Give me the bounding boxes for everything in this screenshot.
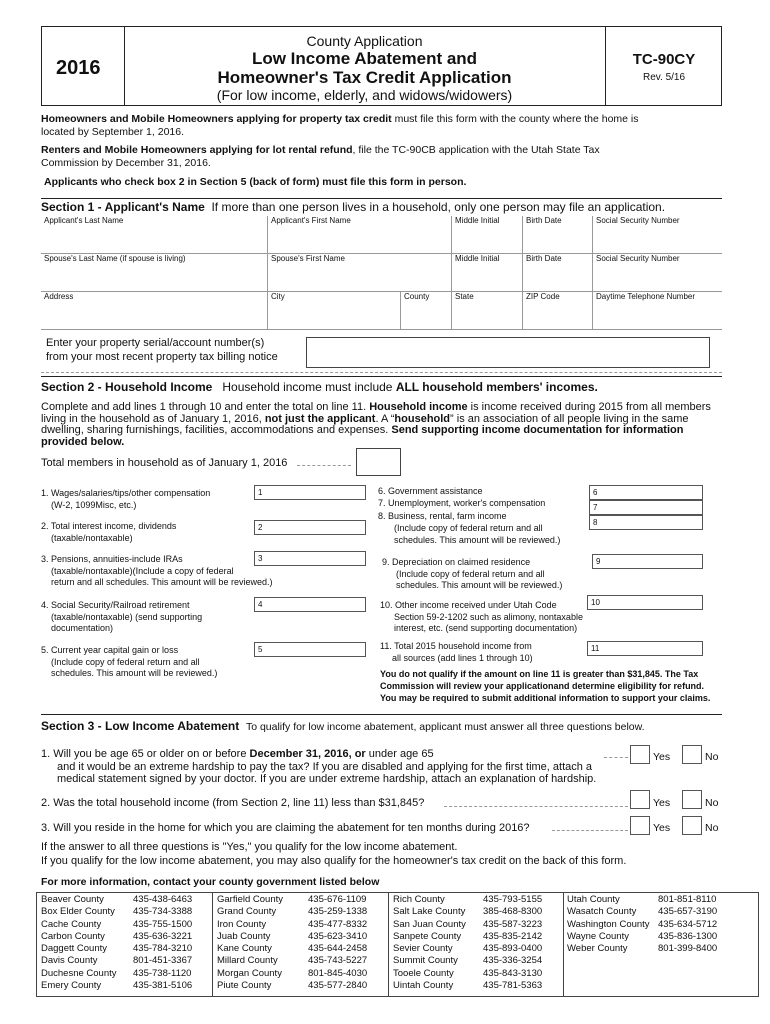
spouse-row xyxy=(41,254,722,292)
income-box-10[interactable]: 10 xyxy=(587,595,703,610)
income-line-10: 10. Other income received under Utah Code Section 59-2-1202 such as alimony, nontaxable interest, etc. (send supporting documentation) xyxy=(380,600,583,633)
spouse-first-name-field[interactable]: Spouse's First Name xyxy=(267,254,345,291)
income-box-11[interactable]: 11 xyxy=(587,641,703,656)
serial-number-label: Enter your property serial/account number(s) from your most recent property tax billing notice xyxy=(46,337,278,363)
total-members-label: Total members in household as of January 1, 2016 xyxy=(41,457,288,469)
applicant-row xyxy=(41,216,722,254)
q1-no-checkbox[interactable] xyxy=(682,745,702,764)
income-box-1[interactable]: 1 xyxy=(254,485,366,500)
city-field[interactable]: City xyxy=(267,292,285,329)
form-header xyxy=(41,26,722,106)
income-box-4[interactable]: 4 xyxy=(254,597,366,612)
q3-no-checkbox[interactable] xyxy=(682,816,702,835)
county-names-col-1: Beaver County Box Elder County Cache County Carbon County Daggett County Davis County Duchesne County Emery County xyxy=(41,894,117,992)
income-line-11: 11. Total 2015 household income from all sources (add lines 1 through 10) xyxy=(380,641,533,663)
income-box-5[interactable]: 5 xyxy=(254,642,366,657)
question-2: 2. Was the total household income (from Section 2, line 11) less than $31,845? xyxy=(41,797,425,809)
section3-notes: If the answer to all three questions is "Yes," you qualify for the low income abatement. If you qualify for the low income abatement, you may also qualify for the homeowner's tax credit on the back of this form. xyxy=(41,841,627,867)
county-field[interactable]: County xyxy=(400,292,429,329)
serial-number-input[interactable] xyxy=(306,337,710,368)
county-contact-table xyxy=(36,892,759,997)
county-names-col-3: Rich County Salt Lake County San Juan County Sanpete County Sevier County Summit County Tooele County Uintah County xyxy=(393,894,466,992)
form-title-2: Homeowner's Tax Credit Application xyxy=(217,68,512,87)
income-box-7[interactable]: 7 xyxy=(589,500,703,515)
income-box-8[interactable]: 8 xyxy=(589,515,703,530)
income-box-3[interactable]: 3 xyxy=(254,551,366,566)
applicant-first-name-field[interactable]: Applicant's First Name xyxy=(267,216,351,253)
q2-no-checkbox[interactable] xyxy=(682,790,702,809)
q1-no-label: No xyxy=(705,751,719,763)
form-year: 2016 xyxy=(56,57,101,79)
q3-yes-checkbox[interactable] xyxy=(630,816,650,835)
county-names-col-4: Utah County Wasatch County Washington County Wayne County Weber County xyxy=(567,894,650,955)
form-title: Low Income Abatement and xyxy=(251,49,478,68)
income-box-6[interactable]: 6 xyxy=(589,485,703,500)
income-line-4: 4. Social Security/Railroad retirement (taxable/nontaxable) (send supporting documentation) xyxy=(41,600,203,633)
zip-code-field[interactable]: ZIP Code xyxy=(522,292,560,329)
income-line-1: 1. Wages/salaries/tips/other compensation (W-2, 1099Misc, etc.) xyxy=(41,488,211,510)
income-line-5: 5. Current year capital gain or loss (Include copy of federal return and all schedules. This amount will be reviewed.) xyxy=(41,645,218,678)
state-field[interactable]: State xyxy=(451,292,474,329)
applicant-birth-date-field[interactable]: Birth Date xyxy=(522,216,562,253)
intro-paragraph-1: Homeowners and Mobile Homeowners applying for property tax credit must file this form with the county where the home is located by September 1, 2016. xyxy=(41,113,639,138)
form-id: TC-90CY xyxy=(632,51,696,68)
spouse-birth-date-field[interactable]: Birth Date xyxy=(522,254,562,291)
q3-no-label: No xyxy=(705,822,719,834)
q2-yes-checkbox[interactable] xyxy=(630,790,650,809)
income-line-3: 3. Pensions, annuities-include IRAs (taxable/nontaxable)(Include a copy of federal return and all schedules. This amount will be reviewed.) xyxy=(41,554,273,587)
question-1: 1. Will you be age 65 or older on or before December 31, 2016, or under age 65 and it would be an extreme hardship to pay the tax? If you are disabled and applying for the first time, attach a medical statement signed by your doctor. If you are under extreme hardship, attach an explanation of hardship. xyxy=(41,748,597,785)
q1-yes-checkbox[interactable] xyxy=(630,745,650,764)
form-subtitle: (For low income, elderly, and widows/widowers) xyxy=(216,87,513,103)
spouse-last-name-field[interactable]: Spouse's Last Name (if spouse is living) xyxy=(44,254,186,263)
county-names-col-2: Garfield County Grand County Iron County Juab County Kane County Millard County Morgan County Piute County xyxy=(217,894,284,992)
q2-yes-label: Yes xyxy=(653,797,671,809)
section3-heading: Section 3 - Low Income Abatement To qualify for low income abatement, applicant must answer all three questions below. xyxy=(41,719,645,733)
income-warning: You do not qualify if the amount on line 11 is greater than $31,845. The Tax Commission will review your applicationand determine eligibility for refund. You may be required to submit additional information to support your claims. xyxy=(380,669,711,703)
q1-yes-label: Yes xyxy=(653,751,671,763)
daytime-phone-field[interactable]: Daytime Telephone Number xyxy=(592,292,695,329)
county-phones-col-4: 801-851-8110 435-657-3190 435-634-5712 435-836-1300 801-399-8400 xyxy=(658,894,718,955)
form-revision: Rev. 5/16 xyxy=(642,72,686,83)
income-line-2: 2. Total interest income, dividends (taxable/nontaxable) xyxy=(41,521,177,543)
question-3: 3. Will you reside in the home for which you are claiming the abatement for ten months during 2016? xyxy=(41,822,530,834)
section2-paragraph: Complete and add lines 1 through 10 and enter the total on line 11. Household income is income received during 2015 from all members living in the household as of January 1, 2016, not just the applicant. A “household” is an association of all people living in the same dwelling, sharing furnishings, facilities, accommodations and expenses. Send supporting income documentation for information provided below. xyxy=(41,401,711,448)
county-phones-col-3: 435-793-5155 385-468-8300 435-587-3223 435-835-2142 435-893-0400 435-336-3254 435-843-3130 435-781-5363 xyxy=(483,894,543,992)
income-lines-6-8: 6. Government assistance 7. Unemployment, worker's compensation 8. Business, rental, farm income (Include copy of federal return and all schedules. This amount will be reviewed.) xyxy=(378,486,561,546)
contact-title: For more information, contact your county government listed below xyxy=(41,876,380,888)
header-line1: County Application xyxy=(306,33,423,49)
section2-heading: Section 2 - Household Income Household income must include ALL household members' incomes. xyxy=(41,380,598,394)
address-row xyxy=(41,292,722,330)
income-box-2[interactable]: 2 xyxy=(254,520,366,535)
applicant-ssn-field[interactable]: Social Security Number xyxy=(592,216,680,253)
applicant-last-name-field[interactable]: Applicant's Last Name xyxy=(44,216,124,225)
q3-yes-label: Yes xyxy=(653,822,671,834)
section1-heading: Section 1 - Applicant's Name If more than one person lives in a household, only one person may file an application. xyxy=(41,200,666,214)
income-box-9[interactable]: 9 xyxy=(592,554,703,569)
applicant-middle-initial-field[interactable]: Middle Initial xyxy=(451,216,499,253)
total-members-input[interactable] xyxy=(356,448,401,476)
county-phones-col-1: 435-438-6463 435-734-3388 435-755-1500 435-636-3221 435-784-3210 801-451-3367 435-738-1120 435-381-5106 xyxy=(133,894,193,992)
intro-paragraph-3: Applicants who check box 2 in Section 5 (back of form) must file this form in person. xyxy=(44,176,467,188)
income-line-9: 9. Depreciation on claimed residence (Include copy of federal return and all schedules. This amount will be reviewed.) xyxy=(382,557,563,590)
address-field[interactable]: Address xyxy=(44,292,74,301)
intro-paragraph-2: Renters and Mobile Homeowners applying for lot rental refund, file the TC-90CB application with the Utah State Tax Commission by December 31, 2016. xyxy=(41,144,600,169)
county-phones-col-2: 435-676-1109 435-259-1338 435-477-8332 435-623-3410 435-644-2458 435-743-5227 801-845-4030 435-577-2840 xyxy=(308,894,368,992)
spouse-ssn-field[interactable]: Social Security Number xyxy=(592,254,680,291)
q2-no-label: No xyxy=(705,797,719,809)
spouse-middle-initial-field[interactable]: Middle Initial xyxy=(451,254,499,291)
